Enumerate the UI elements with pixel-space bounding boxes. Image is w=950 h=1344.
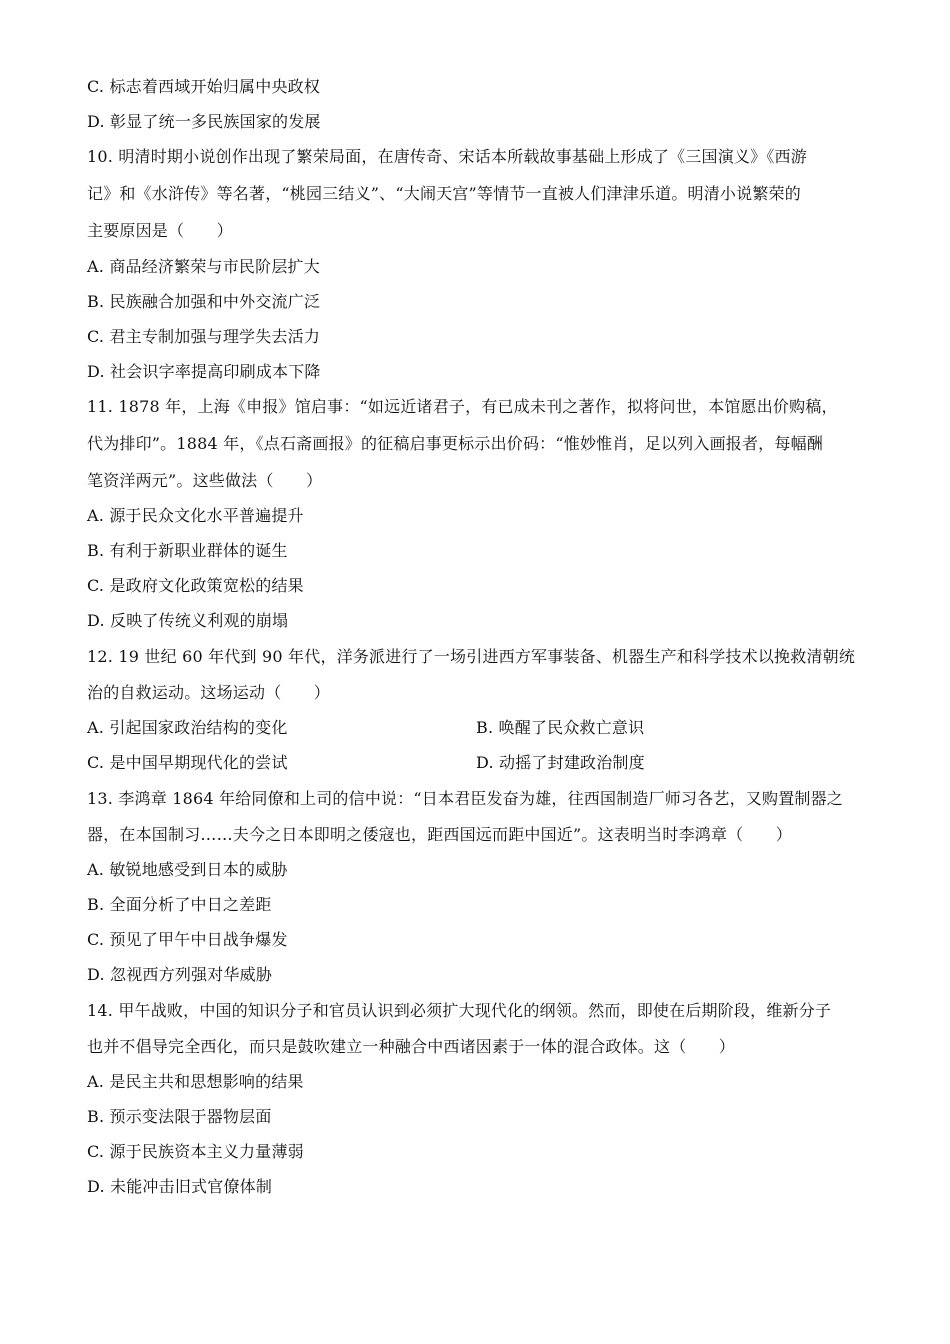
option-c: C. 标志着西域开始归属中央政权 [87,77,321,96]
question-14-option-d: D. 未能冲击旧式官僚体制 [87,1177,273,1196]
question-11-stem: 笔资洋两元”。这些做法（ ） [87,471,323,490]
question-13-option-b: B. 全面分析了中日之差距 [87,895,272,914]
question-11-stem: 11. 1878 年，上海《申报》馆启事：“如远近诸君子，有已成未刊之著作，拟将问世，本馆愿出价购稿， [87,397,838,416]
question-11-stem: 代为排印”。1884 年，《点石斋画报》的征稿启事更标示出价码：“惟妙惟肖，足以列入画报者，每幅酬 [87,434,823,453]
question-11-option-d: D. 反映了传统义利观的崩塌 [87,611,289,630]
question-12-stem: 治的自救运动。这场运动（ ） [87,683,331,702]
question-11-option-c: C. 是政府文化政策宽松的结果 [87,576,304,595]
question-10-stem: 10. 明清时期小说创作出现了繁荣局面，在唐传奇、宋话本所载故事基础上形成了《三国演义》《西游 [87,147,807,166]
question-13-stem: 器，在本国制习……夫今之日本即明之倭寇也，距西国远而距中国近”。这表明当时李鸿章（ ） [87,825,792,844]
question-13-option-d: D. 忽视西方列强对华威胁 [87,965,273,984]
question-14-option-b: B. 预示变法限于器物层面 [87,1107,272,1126]
question-12-stem: 12. 19 世纪 60 年代到 90 年代，洋务派进行了一场引进西方军事装备、机器生产和科学技术以挽救清朝统 [87,647,856,666]
question-10-stem: 主要原因是（ ） [87,221,233,240]
question-13-option-c: C. 预见了甲午中日战争爆发 [87,930,288,949]
question-12-option-a: A. 引起国家政治结构的变化 [87,718,288,737]
question-14-stem: 也并不倡导完全西化，而只是鼓吹建立一种融合中西诸因素于一体的混合政体。这（ ） [87,1037,736,1056]
question-10-option-b: B. 民族融合加强和中外交流广泛 [87,292,321,311]
option-d: D. 彰显了统一多民族国家的发展 [87,112,321,131]
question-14-stem: 14. 甲午战败，中国的知识分子和官员认识到必须扩大现代化的纲领。然而，即使在后期阶段，维新分子 [87,1001,832,1020]
question-12-option-c: C. 是中国早期现代化的尝试 [87,753,288,772]
question-11-option-b: B. 有利于新职业群体的诞生 [87,541,288,560]
question-14-option-a: A. 是民主共和思想影响的结果 [87,1072,304,1091]
question-13-option-a: A. 敏锐地感受到日本的威胁 [87,860,288,879]
question-10-option-c: C. 君主专制加强与理学失去活力 [87,327,321,346]
question-10-stem: 记》和《水浒传》等名著，“桃园三结义”、“大闹天宫”等情节一直被人们津津乐道。明清小说繁荣的 [87,184,801,203]
question-12-option-d: D. 动摇了封建政治制度 [476,753,645,772]
question-13-stem: 13. 李鸿章 1864 年给同僚和上司的信中说：“日本君臣发奋为雄，往西国制造厂师习各艺，又购置制器之 [87,789,844,808]
question-10-option-d: D. 社会识字率提高印刷成本下降 [87,362,321,381]
question-11-option-a: A. 源于民众文化水平普遍提升 [87,506,304,525]
question-10-option-a: A. 商品经济繁荣与市民阶层扩大 [87,257,320,276]
question-14-option-c: C. 源于民族资本主义力量薄弱 [87,1142,304,1161]
question-12-option-b: B. 唤醒了民众救亡意识 [476,718,645,737]
